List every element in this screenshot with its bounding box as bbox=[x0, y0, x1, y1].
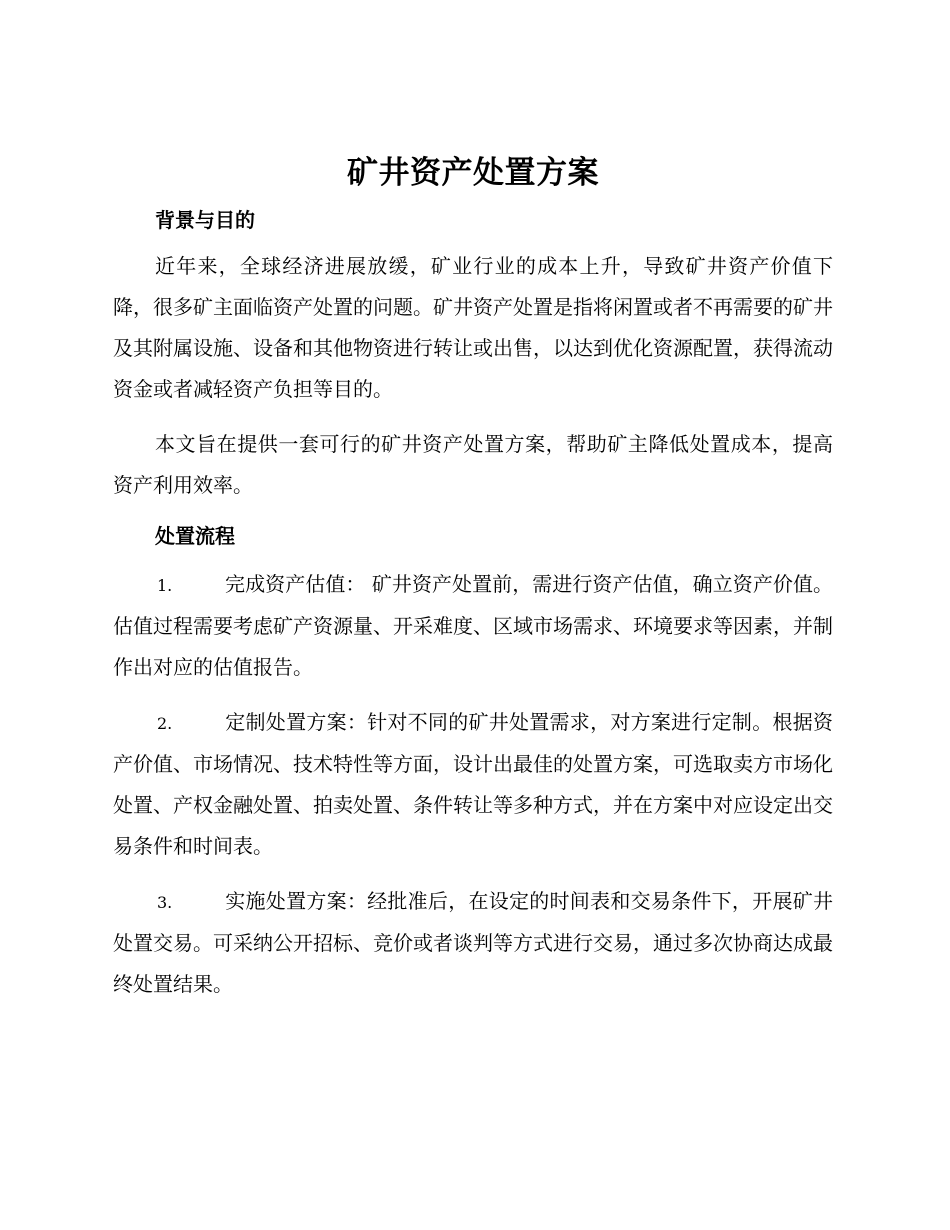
section-heading-background: 背景与目的 bbox=[155, 208, 255, 232]
document-body bbox=[113, 150, 833, 1005]
section-heading-process: 处置流程 bbox=[155, 524, 235, 548]
list-item-text: 完成资产估值： 矿井资产处置前，需进行资产估值，确立资产价值。估值过程需要考虑矿产资源量、开采难度、区域市场需求、环境要求等因素，并制作出对应的估值报告。 bbox=[113, 572, 833, 679]
list-number: 1. bbox=[157, 576, 173, 595]
list-item-text: 定制处置方案：针对不同的矿井处置需求，对方案进行定制。根据资产价值、市场情况、技术特性等方面，设计出最佳的处置方案，可选取卖方市场化处置、产权金融处置、拍卖处置、条件转让等多种方式，并在方案中对应设定出交易条件和时间表。 bbox=[113, 710, 833, 858]
paragraph-purpose: 本文旨在提供一套可行的矿井资产处置方案，帮助矿主降低处置成本，提高资产利用效率。 bbox=[113, 432, 833, 497]
list-item-valuation bbox=[113, 564, 833, 688]
document-title: 矿井资产处置方案 bbox=[347, 155, 599, 191]
list-number: 3. bbox=[157, 893, 173, 912]
list-item-implementation bbox=[113, 881, 833, 1005]
list-number: 2. bbox=[157, 714, 173, 733]
paragraph-background: 近年来，全球经济进展放缓，矿业行业的成本上升，导致矿井资产价值下降，很多矿主面临资产处置的问题。矿井资产处置是指将闲置或者不再需要的矿井及其附属设施、设备和其他物资进行转让或出售，以达到优化资源配置，获得流动资金或者减轻资产负担等目的。 bbox=[113, 254, 833, 401]
list-item-custom-plan bbox=[113, 702, 833, 867]
list-item-text: 实施处置方案：经批准后，在设定的时间表和交易条件下，开展矿井处置交易。可采纳公开招标、竞价或者谈判等方式进行交易，通过多次协商达成最终处置结果。 bbox=[113, 889, 833, 996]
